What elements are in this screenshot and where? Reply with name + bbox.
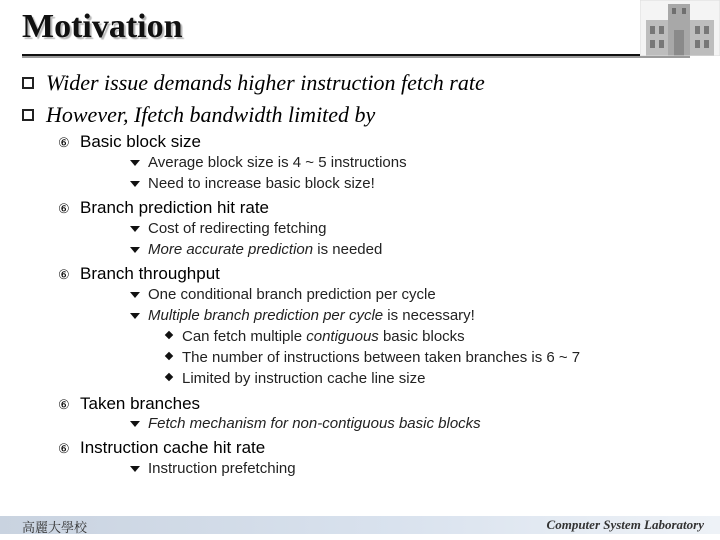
checkbox-bullet-icon	[22, 109, 34, 121]
sub-bullet-increase-block-size: Need to increase basic block size!	[130, 175, 375, 193]
circled-number-bullet-icon: ⑥	[58, 201, 70, 216]
bullet-branch-prediction-hit-rate: ⑥ Branch prediction hit rate	[58, 198, 269, 217]
sub-bullet-multiple-prediction: Multiple branch prediction per cycle is necessary!	[130, 307, 475, 325]
circled-number-bullet-icon: ⑥	[58, 397, 70, 412]
circled-number-bullet-icon: ⑥	[58, 267, 70, 282]
diamond-bullet-icon	[165, 331, 173, 339]
subsub-bullet-contiguous-blocks: Can fetch multiple contiguous basic blocks	[166, 328, 465, 346]
diamond-bullet-icon	[165, 373, 173, 381]
diamond-bullet-icon	[165, 352, 173, 360]
triangle-bullet-icon	[130, 181, 140, 187]
sub-bullet-redirect-cost: Cost of redirecting fetching	[130, 220, 326, 238]
bullet-wider-issue: Wider issue demands higher instruction fetch rate	[22, 71, 485, 95]
bullet-basic-block-size: ⑥ Basic block size	[58, 132, 201, 151]
checkbox-bullet-icon	[22, 77, 34, 89]
bullet-branch-throughput: ⑥ Branch throughput	[58, 264, 220, 283]
university-name: 高麗大學校	[22, 521, 88, 536]
university-building-logo	[640, 0, 720, 56]
triangle-bullet-icon	[130, 421, 140, 427]
sub-bullet-average-block-size: Average block size is 4 ~ 5 instructions	[130, 154, 407, 172]
bullet-instruction-cache-hit-rate: ⑥ Instruction cache hit rate	[58, 438, 266, 457]
sub-bullet-instruction-prefetching: Instruction prefetching	[130, 460, 296, 478]
sub-bullet-one-prediction: One conditional branch prediction per cycle	[130, 286, 436, 304]
triangle-bullet-icon	[130, 466, 140, 472]
slide-footer	[0, 516, 720, 534]
circled-number-bullet-icon: ⑥	[58, 135, 70, 150]
triangle-bullet-icon	[130, 247, 140, 253]
subsub-bullet-cache-line-limit: Limited by instruction cache line size	[166, 370, 425, 388]
sub-bullet-fetch-mechanism: Fetch mechanism for non-contiguous basic blocks	[130, 415, 481, 433]
bullet-taken-branches: ⑥ Taken branches	[58, 394, 201, 413]
triangle-bullet-icon	[130, 313, 140, 319]
circled-number-bullet-icon: ⑥	[58, 441, 70, 456]
lab-name: Computer System Laboratory	[546, 517, 704, 532]
subsub-bullet-instructions-between-branches: The number of instructions between taken branches is 6 ~ 7	[166, 349, 580, 367]
triangle-bullet-icon	[130, 160, 140, 166]
bullet-however: However, Ifetch bandwidth limited by	[22, 103, 375, 127]
triangle-bullet-icon	[130, 226, 140, 232]
sub-bullet-accurate-prediction: More accurate prediction is needed	[130, 241, 382, 259]
triangle-bullet-icon	[130, 292, 140, 298]
title-underline	[22, 54, 690, 58]
slide-title: Motivation	[22, 8, 183, 45]
